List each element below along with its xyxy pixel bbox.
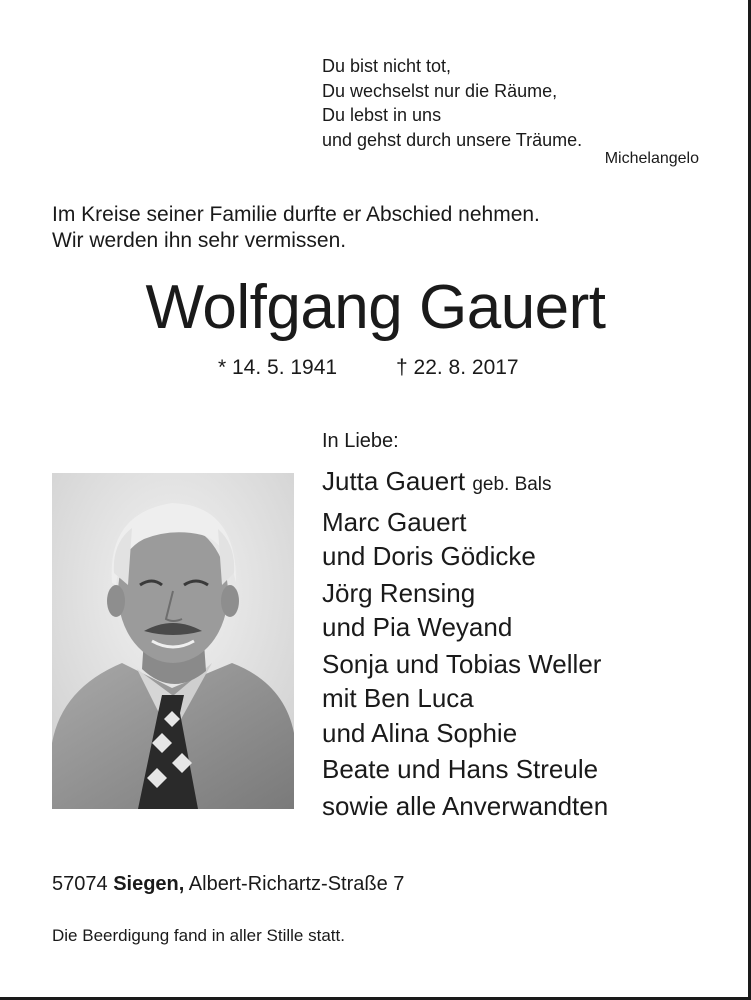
mourner-entry [322, 464, 608, 503]
intro-text [52, 202, 540, 254]
street: Albert-Richartz-Straße 7 [188, 873, 405, 895]
mourner-entry: Beate und Hans Streule [322, 754, 599, 784]
intro-line: Wir werden ihn sehr vermissen. [52, 229, 347, 252]
poem-line: Du lebst in uns [322, 105, 442, 125]
mourner-entry: und Alina Sophie [322, 717, 518, 748]
intro-line: Im Kreise seiner Familie durfte er Abschied nehmen. [52, 203, 540, 226]
postal-code: 57074 [52, 873, 108, 895]
poem-line: Du bist nicht tot, [322, 56, 452, 76]
portrait-photo [52, 473, 294, 809]
mourner-entry: Marc Gauert [322, 506, 467, 537]
mourner-entry: und Doris Gödicke [322, 541, 536, 571]
mourner-entry: Jörg Rensing [322, 577, 476, 608]
poem-author: Michelangelo [604, 150, 699, 167]
poem-line: Du wechselst nur die Räume, [322, 80, 558, 101]
portrait-photo-icon [52, 473, 294, 809]
mourner-entry: mit Ben Luca [322, 683, 474, 713]
address [52, 873, 404, 896]
birth-date: * 14. 5. 1941 [218, 356, 338, 379]
poem [322, 54, 582, 152]
mourners-heading: In Liebe: [322, 430, 399, 452]
city: Siegen, [113, 873, 185, 895]
maiden-name: geb. Bals [472, 474, 552, 495]
death-date: † 22. 8. 2017 [396, 356, 519, 379]
mourners-list [322, 464, 608, 823]
mourner-name: Jutta Gauert [322, 466, 466, 496]
mourner-entry: sowie alle Anverwandten [322, 790, 609, 821]
mourner-entry: und Pia Weyand [322, 612, 513, 642]
poem-line: und gehst durch unsere Träume. [322, 129, 583, 150]
mourner-entry: Sonja und Tobias Weller [322, 648, 602, 679]
funeral-note: Die Beerdigung fand in aller Stille statt. [52, 926, 345, 945]
deceased-name: Wolfgang Gauert [145, 273, 606, 342]
